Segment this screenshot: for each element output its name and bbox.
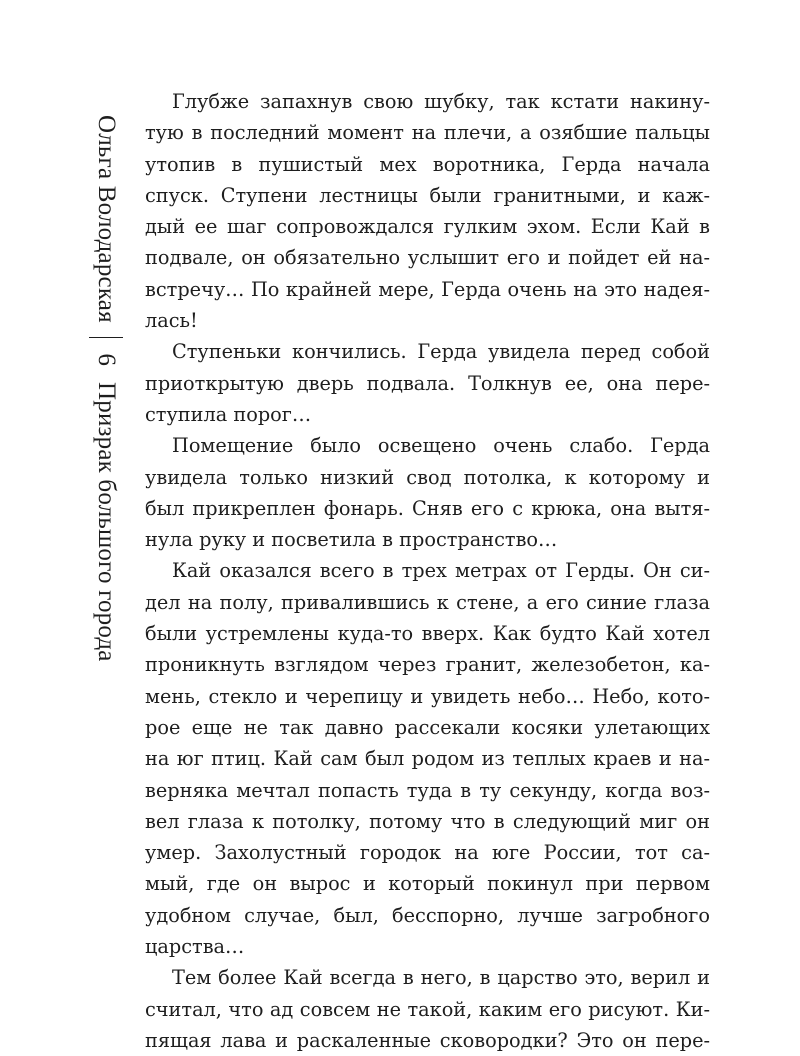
text-line: дел на полу, привалившись к стене, а его синие глаза <box>145 590 710 614</box>
paragraph <box>145 86 710 336</box>
text-line: мый, где он вырос и который покинул при первом <box>145 872 710 896</box>
text-line: приоткрытую дверь подвала. Толкнув ее, она пере- <box>145 371 710 395</box>
text-line: считал, что ад совсем не такой, каким его рисуют. Ки- <box>145 997 710 1021</box>
text-line: встречу… По крайней мере, Герда очень на это надея- <box>145 277 710 301</box>
text-line: Кай оказался всего в трех метрах от Герды. Он си- <box>172 559 710 583</box>
text-line: на юг птиц. Кай сам был родом из теплых краев и на- <box>145 747 710 771</box>
text-line: мень, стекло и черепицу и увидеть небо… Небо, кото- <box>145 684 710 708</box>
text-line: тую в последний момент на плечи, а озябшие пальцы <box>145 121 710 145</box>
text-line: были устремлены куда-то вверх. Как будто Кай хотел <box>145 622 710 646</box>
text-line: дый ее шаг сопровождался гулким эхом. Если Кай в <box>145 215 710 239</box>
text-line: подвале, он обязательно услышит его и пойдет ей на- <box>145 246 710 270</box>
text-line: утопив в пушистый мех воротника, Герда начала <box>145 152 710 176</box>
text-line: удобном случае, был, бесспорно, лучше загробного <box>145 903 710 927</box>
text-line: пящая лава и раскаленные сковородки? Это он пере- <box>145 1028 710 1052</box>
text-line: ступила порог… <box>145 402 312 426</box>
paragraph <box>145 962 710 1056</box>
text-line: Глубже запахнув свою шубку, так кстати накину- <box>172 90 710 113</box>
text-line: лась! <box>145 309 198 333</box>
text-line: царства… <box>145 935 245 959</box>
text-line: верняка мечтал попасть туда в ту секунду, когда воз- <box>145 778 710 802</box>
running-head <box>86 115 126 675</box>
text-line: увидела только низкий свод потолка, к которому и <box>145 465 710 489</box>
text-line: был прикреплен фонарь. Сняв его с крюка, она вытя- <box>145 496 710 520</box>
book-title: Призрак большого города <box>93 382 120 662</box>
text-line: Тем более Кай всегда в него, в царство это, верил и <box>172 966 710 990</box>
text-line: спуск. Ступени лестницы были гранитными, и каж- <box>145 183 710 207</box>
paragraph <box>145 555 710 962</box>
paragraph <box>145 430 710 555</box>
author-name: Ольга Володарская <box>93 115 120 323</box>
running-head-divider <box>89 337 123 339</box>
text-line: умер. Захолустный городок на юге России, тот са- <box>145 841 710 865</box>
text-line: Ступеньки кончились. Герда увидела перед собой <box>172 340 710 364</box>
text-line: Помещение было освещено очень слабо. Герда <box>172 434 710 458</box>
text-line: нула руку и посветила в пространство… <box>145 528 558 552</box>
text-line: проникнуть взглядом через гранит, железобетон, ка- <box>145 653 710 677</box>
page-number: 6 <box>93 353 120 367</box>
text-line: рое еще не так давно рассекали косяки улетающих <box>145 715 710 739</box>
paragraph <box>145 336 710 430</box>
text-line: вел глаза к потолку, потому что в следующий миг он <box>145 809 710 833</box>
body-text <box>145 86 710 1056</box>
